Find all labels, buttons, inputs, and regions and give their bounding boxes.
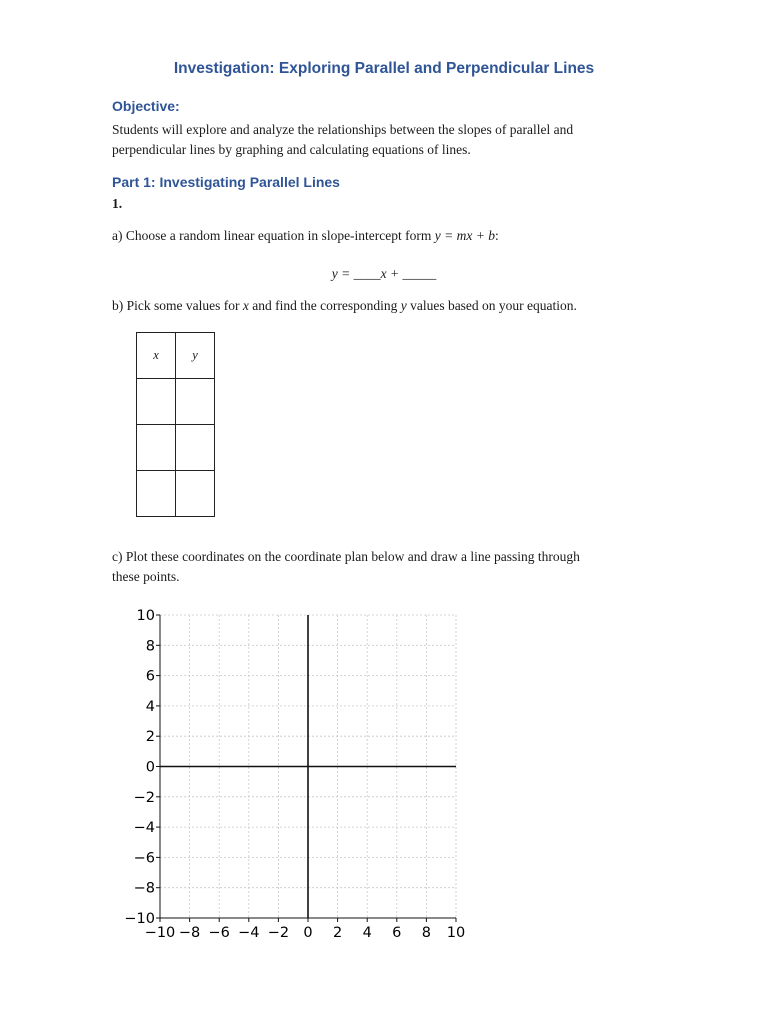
y-tick-label: −8: [133, 880, 155, 897]
x-tick-label: 2: [332, 925, 343, 941]
question-b-text-1: b) Pick some values for: [112, 298, 243, 313]
x-tick-label: −8: [178, 925, 201, 941]
x-tick-label: −6: [208, 925, 230, 941]
y-tick-label: −4: [133, 820, 155, 837]
x-tick-label: −10: [144, 925, 176, 941]
y-tick-label: 4: [145, 698, 155, 715]
y-tick-label: 0: [145, 759, 155, 776]
equation-blank[interactable]: y = ____x + _____: [331, 266, 437, 281]
y-tick-label: −6: [133, 850, 155, 867]
question-number: 1.: [112, 196, 123, 211]
y-tick-label: 2: [145, 729, 155, 746]
objective-heading: Objective:: [112, 98, 180, 114]
objective-line-1: Students will explore and analyze the relationships between the slopes of parallel and: [112, 122, 574, 137]
part1-heading: Part 1: Investigating Parallel Lines: [112, 174, 340, 190]
y-tick-label: −10: [124, 911, 155, 927]
x-tick-label: 4: [362, 925, 372, 941]
y-tick-label: 10: [136, 608, 155, 624]
xy-table-header-y: y: [176, 333, 215, 379]
xy-table-header-x: x: [137, 333, 176, 379]
y-tick-label: 6: [145, 668, 155, 685]
question-a-end: :: [494, 228, 499, 243]
question-c-line-1: c) Plot these coordinates on the coordinate plan below and draw a line passing through: [112, 549, 580, 564]
question-a-text: a) Choose a random linear equation in slope-intercept form: [112, 228, 435, 243]
question-b-text-2: and find the corresponding: [248, 298, 401, 313]
x-tick-label: 0: [303, 925, 313, 941]
y-tick-label: −2: [133, 789, 155, 806]
question-c-line-2: these points.: [112, 569, 180, 584]
x-tick-label: 10: [446, 925, 466, 941]
question-b-var-y: y: [400, 298, 407, 313]
question-b-var-x: x: [242, 298, 249, 313]
page-title: Investigation: Exploring Parallel and Perpendicular Lines: [173, 60, 595, 77]
objective-line-2: perpendicular lines by graphing and calculating equations of lines.: [112, 142, 471, 157]
y-tick-label: 8: [145, 638, 155, 655]
question-a-math: y = mx + b: [434, 228, 495, 243]
x-tick-label: 8: [421, 925, 432, 941]
x-tick-label: 6: [392, 925, 402, 941]
question-b-text-3: values based on your equation.: [406, 298, 577, 313]
x-tick-label: −2: [267, 925, 290, 941]
x-tick-label: −4: [238, 925, 260, 941]
